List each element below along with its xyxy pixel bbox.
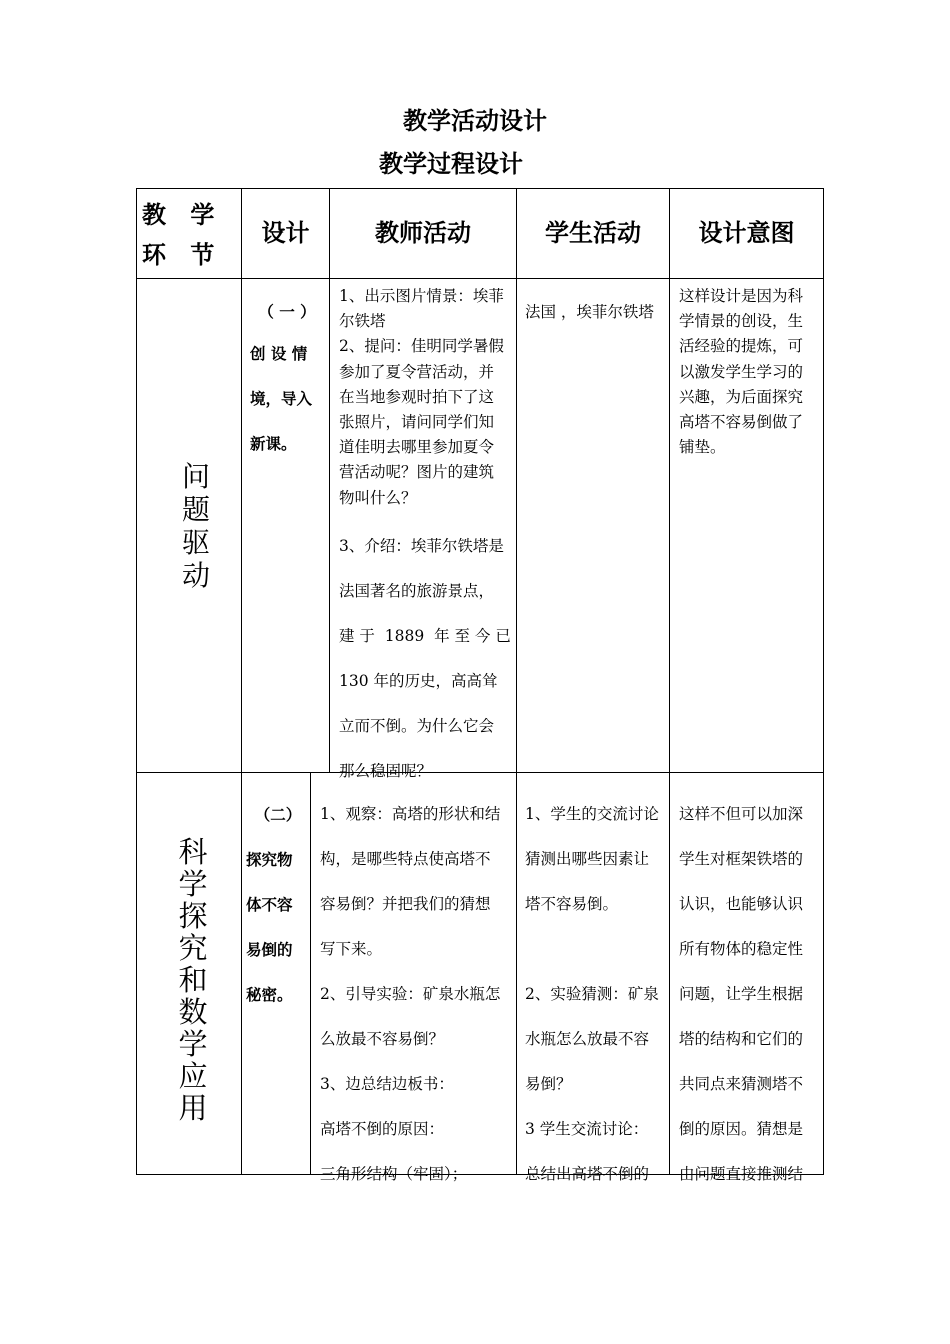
text-line: 营活动呢？图片的建筑: [339, 463, 495, 482]
table-border-top: [136, 188, 824, 189]
text-line: 130 年的历史，高高耸: [339, 672, 498, 690]
text-line: 1、观察：高塔的形状和结: [320, 805, 501, 823]
header-design: 设计: [261, 218, 310, 247]
text-line: 2、实验猜测：矿泉: [525, 985, 659, 1003]
header-stage: 教 学 环 节: [142, 200, 223, 269]
text-line: 这样设计是因为科: [679, 287, 804, 305]
text-line: 问题，让学生根据: [679, 985, 804, 1003]
col-divider-2a: [329, 188, 330, 773]
text-line: 3 学生交流讨论：: [525, 1120, 649, 1138]
text-line: 高塔不容易倒做了: [679, 413, 804, 432]
text-line: 活经验的提炼，可: [679, 337, 804, 356]
text-line: 易倒？: [525, 1075, 572, 1093]
text-line: 写下来。: [320, 940, 383, 958]
design-line: 秘密。: [246, 985, 293, 1004]
col-divider-3: [516, 188, 517, 1175]
design-line: 创 设 情: [250, 344, 308, 363]
student-cell-2: [525, 792, 669, 1197]
text-line: 认识，也能够认识: [679, 895, 804, 913]
text-line: 铺垫。: [679, 438, 726, 457]
text-line: 那么稳固呢？: [339, 762, 433, 780]
stage-cell-problem-driven: 问题驱动: [182, 460, 211, 592]
col-divider-2b: [310, 772, 311, 1175]
intent-cell-1: [679, 284, 821, 460]
text-line: 参加了夏令营活动，并: [339, 362, 495, 381]
text-line: 3、边总结边板书：: [320, 1075, 454, 1093]
text-line: 1、出示图片情景：埃菲: [339, 287, 504, 305]
text-line: 张照片，请问同学们知: [339, 413, 495, 432]
text-line: 1、学生的交流讨论: [525, 805, 659, 823]
text-line: 在当地参观时拍下了这: [339, 387, 495, 406]
design-line: 探究物: [246, 850, 293, 869]
header-intent: 设计意图: [698, 218, 795, 247]
text-line: 2、提问：佳明同学暑假: [339, 337, 504, 356]
design-line: （二）: [254, 805, 302, 824]
text-line: 立而不倒。为什么它会: [339, 717, 495, 735]
design-line: 境，导入: [250, 389, 313, 408]
header-teacher: 教师活动: [375, 218, 471, 247]
teacher-cell-1a: [339, 284, 515, 511]
text-line: 3、介绍：埃菲尔铁塔是: [339, 537, 504, 555]
table-header-divider: [136, 278, 824, 279]
text-line: 容易倒？并把我们的猜想: [320, 895, 491, 913]
intent-cell-2: [679, 792, 821, 1197]
text-line: 由问题直接推测结: [679, 1165, 804, 1183]
text-line: 物叫什么？: [339, 488, 417, 507]
lesson-table: [136, 188, 824, 1183]
text-line: 猜测出哪些因素让: [525, 850, 650, 868]
design-cell-2: [246, 792, 310, 1017]
text-line: 以激发学生学习的: [679, 362, 804, 381]
page-title: 教学活动设计: [403, 106, 547, 135]
text-line: 三角形结构（牢固）；: [320, 1165, 468, 1183]
col-divider-1: [241, 188, 242, 1175]
student-cell-1: [525, 300, 667, 325]
text-line: 建 于 1889 年 至 今 已: [339, 627, 511, 645]
text-line: 共同点来猜测塔不: [679, 1075, 804, 1093]
text-line: 学生对框架铁塔的: [679, 850, 804, 868]
table-border-right: [823, 188, 824, 1175]
text-line: 2、引导实验：矿泉水瓶怎: [320, 985, 501, 1003]
text-line: 兴趣，为后面探究: [679, 387, 804, 406]
text-line: 道佳明去哪里参加夏令: [339, 438, 495, 457]
design-line: 易倒的: [246, 940, 293, 959]
text-line: 塔的结构和它们的: [679, 1030, 804, 1048]
text-line: 学情景的创设，生: [679, 312, 804, 331]
page-subtitle: 教学过程设计: [379, 149, 523, 178]
table-border-left: [136, 188, 137, 1175]
text-line: 尔铁塔: [339, 312, 386, 331]
design-line: （ 一 ）: [258, 302, 316, 321]
text-line: 法国 ，埃菲尔铁塔: [525, 303, 654, 321]
text-line: 么放最不容易倒？: [320, 1030, 445, 1048]
design-line: 体不容: [246, 895, 293, 914]
design-cell-1: [246, 300, 328, 454]
text-line: 这样不但可以加深: [679, 805, 804, 823]
teacher-cell-2: [320, 792, 516, 1197]
header-student: 学生活动: [545, 218, 641, 247]
text-line: 高塔不倒的原因：: [320, 1120, 445, 1138]
text-line: 所有物体的稳定性: [679, 940, 804, 958]
col-divider-4: [669, 188, 670, 1175]
stage-cell-science-math: 科学探究和数学应用: [178, 835, 208, 1125]
design-line: 新课。: [250, 434, 297, 453]
text-line: 总结出高塔不倒的: [525, 1165, 650, 1183]
text-line: 倒的原因。猜想是: [679, 1120, 804, 1138]
text-line: 法国著名的旅游景点，: [339, 582, 495, 600]
text-line: 构，是哪些特点使高塔不: [320, 850, 491, 868]
text-line: 水瓶怎么放最不容: [525, 1030, 650, 1048]
teacher-cell-1b: [339, 524, 515, 794]
text-line: 塔不容易倒。: [525, 895, 619, 913]
text-line: [525, 927, 669, 972]
